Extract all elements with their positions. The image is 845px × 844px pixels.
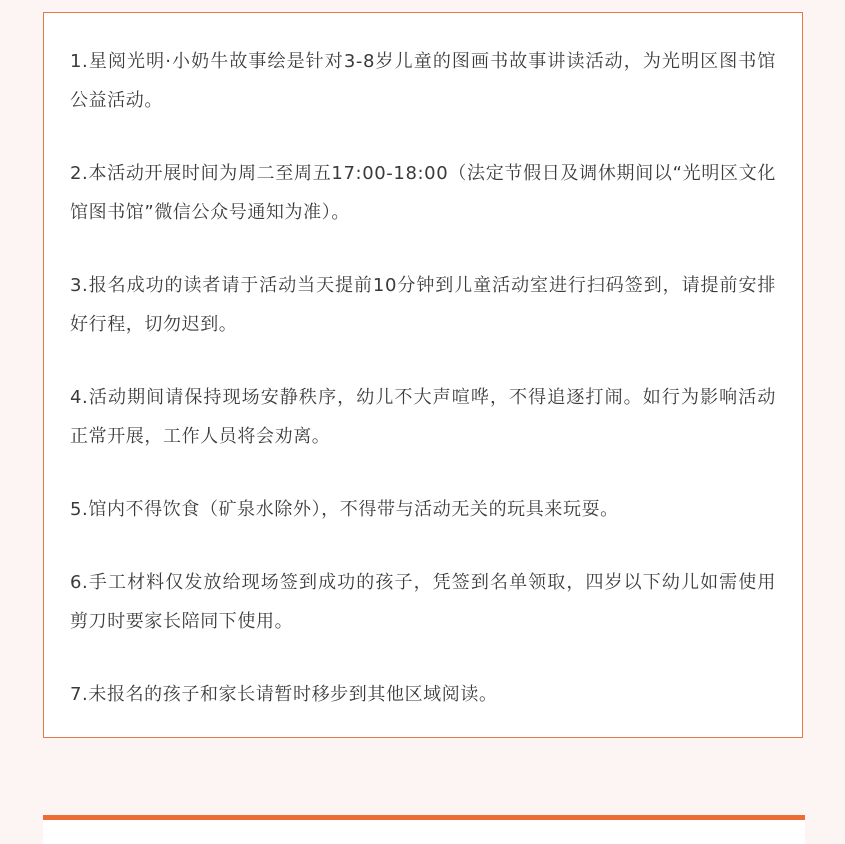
rule-item-1: 1.星阅光明·小奶牛故事绘是针对3-8岁儿童的图画书故事讲读活动，为光明区图书馆公益活动。 [70, 51, 776, 111]
rule-item-5: 5.馆内不得饮食（矿泉水除外），不得带与活动无关的玩具来玩耍。 [70, 499, 619, 520]
rule-item-2: 2.本活动开展时间为周二至周五17:00-18:00（法定节假日及调休期间以“光明区文化馆图书馆”微信公众号通知为准）。 [70, 163, 776, 223]
rule-item-6: 6.手工材料仅发放给现场签到成功的孩子，凭签到名单领取，四岁以下幼儿如需使用剪刀时要家长陪同下使用。 [70, 572, 776, 632]
rule-item-3: 3.报名成功的读者请于活动当天提前10分钟到儿童活动室进行扫码签到，请提前安排好行程，切勿迟到。 [70, 275, 776, 335]
next-section-header-bar [43, 815, 805, 844]
rule-item-4: 4.活动期间请保持现场安静秩序，幼儿不大声喧哗，不得追逐打闹。如行为影响活动正常开展，工作人员将会劝离。 [70, 387, 776, 447]
rule-item-7: 7.未报名的孩子和家长请暂时移步到其他区域阅读。 [70, 684, 498, 705]
notice-rules-box [43, 12, 803, 738]
